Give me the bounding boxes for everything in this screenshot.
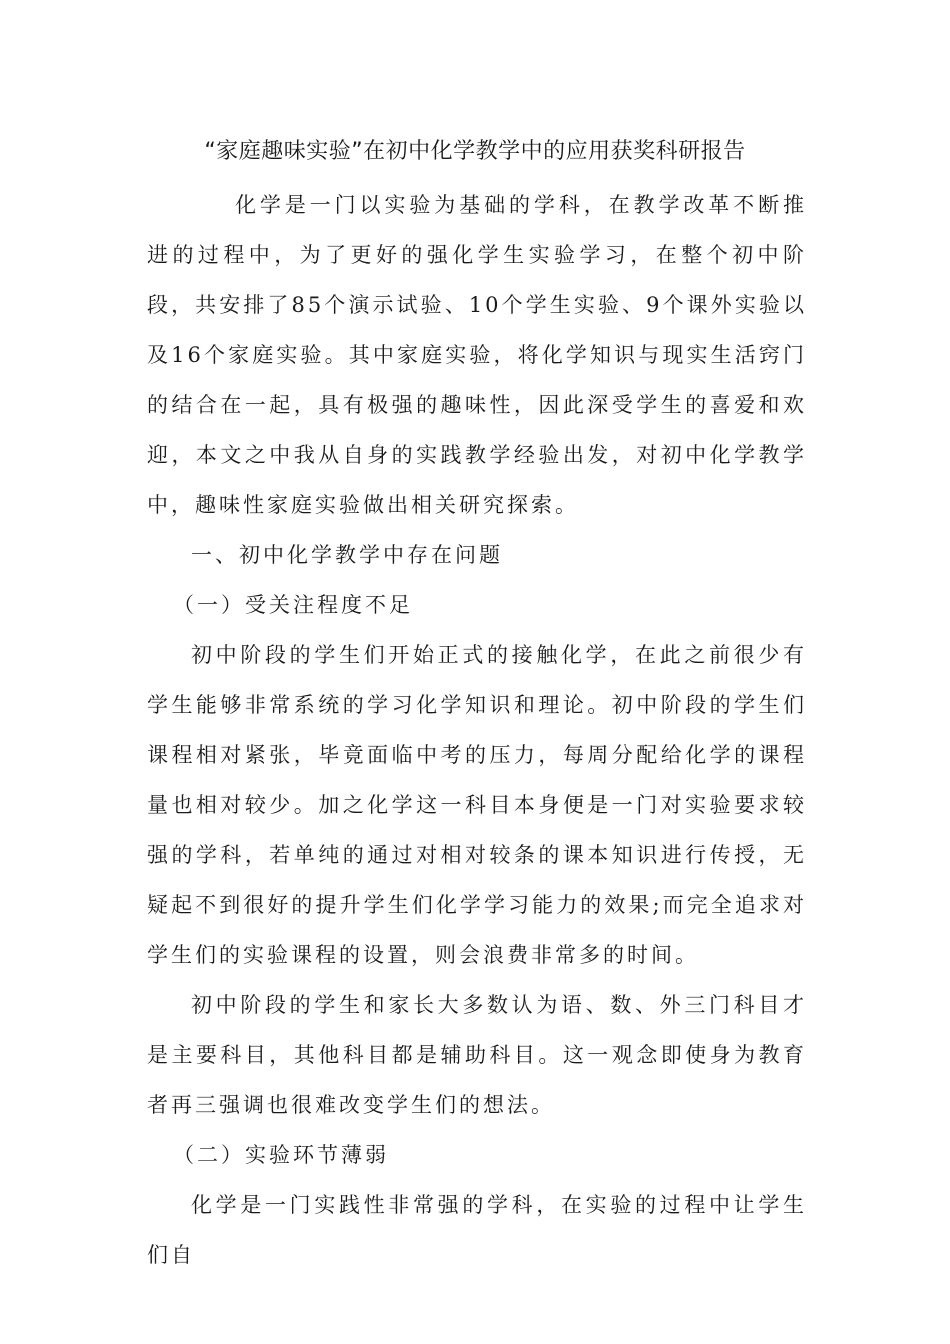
paragraph-practice: 化学是一门实践性非常强的学科，在实验的过程中让学生们自	[147, 1193, 807, 1267]
section-heading-1: 一、初中化学教学中存在问题	[191, 543, 503, 567]
paragraph-subjects: 初中阶段的学生和家长大多数认为语、数、外三门科目才是主要科目，其他科目都是辅助科目。这一观念即使身为教育者再三强调也很难改变学生们的想法。	[147, 993, 807, 1117]
document-body	[147, 180, 807, 1280]
paragraph-attention: 初中阶段的学生们开始正式的接触化学，在此之前很少有学生能够非常系统的学习化学知识和理论。初中阶段的学生们课程相对紧张，毕竟面临中考的压力，每周分配给化学的课程量也相对较少。加之化学这一科目本身便是一门对实验要求较强的学科，若单纯的通过对相对较条的课本知识进行传授，无疑起不到很好的提升学生们化学学习能力的效果;而完全追求对学生们的实验课程的设置，则会浪费非常多的时间。	[147, 643, 807, 967]
paragraph-intro: 化学是一门以实验为基础的学科，在教学改革不断推进的过程中，为了更好的强化学生实验学习，在整个初中阶段，共安排了85个演示试验、10个学生实验、9个课外实验以及16个家庭实验。其中家庭实验，将化学知识与现实生活窍门的结合在一起，具有极强的趣味性，因此深受学生的喜爱和欢迎，本文之中我从自身的实践教学经验出发，对初中化学教学中，趣味性家庭实验做出相关研究探索。	[147, 193, 807, 517]
document-title: “家庭趣味实验”在初中化学教学中的应用获奖科研报告	[204, 139, 746, 164]
subsection-heading-2: （二）实验环节薄弱	[173, 1143, 389, 1167]
subsection-heading-1: （一）受关注程度不足	[173, 593, 413, 617]
